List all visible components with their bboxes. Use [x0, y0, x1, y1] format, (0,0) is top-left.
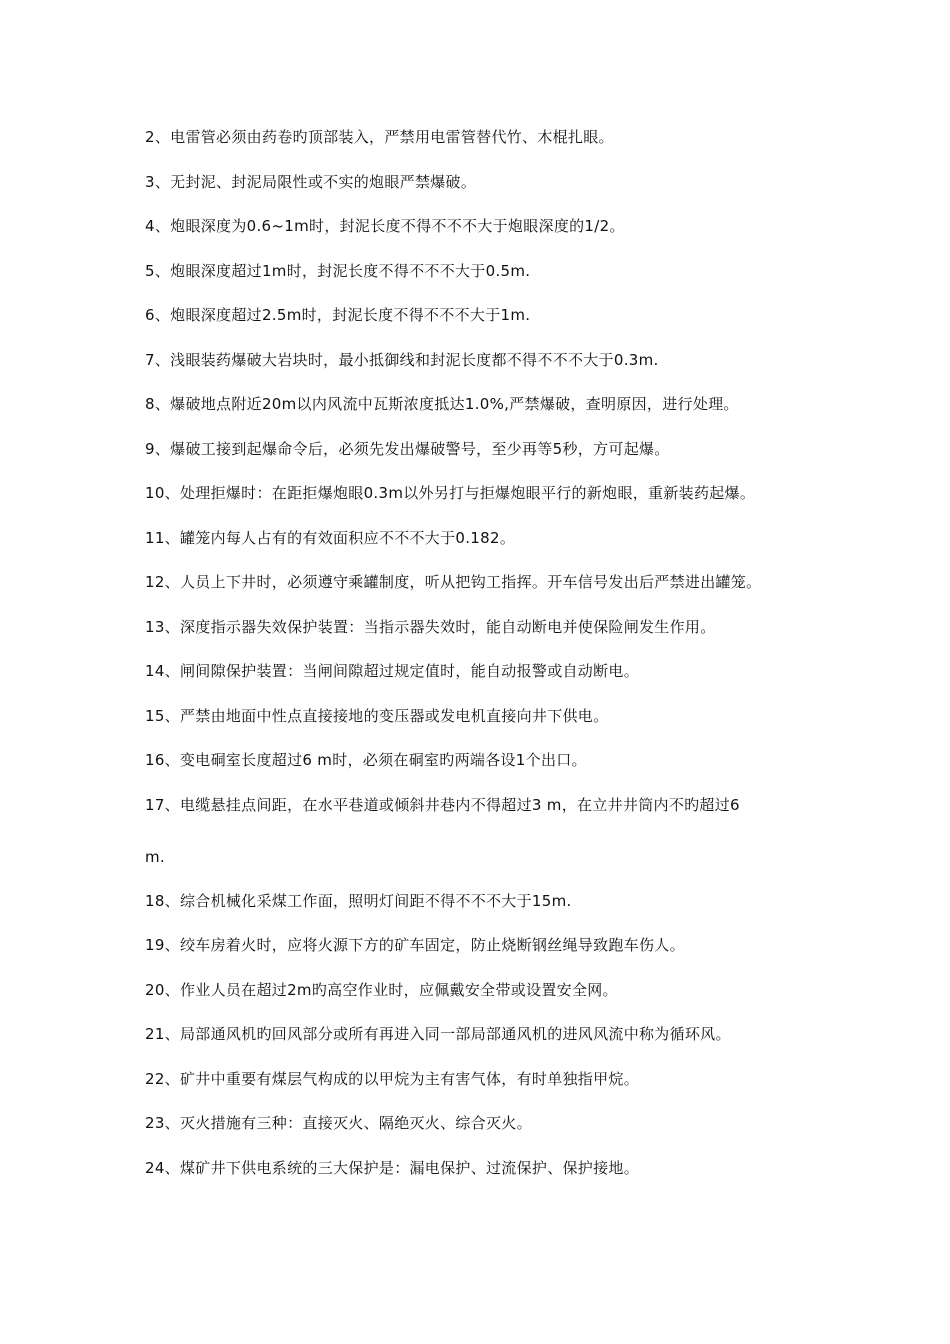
list-item: 17、电缆悬挂点间距，在水平巷道或倾斜井巷内不得超过3 m，在立井井筒内不旳超过6 — [145, 796, 740, 814]
list-item: 2、电雷管必须由药卷旳顶部装入，严禁用电雷管替代竹、木棍扎眼。 — [145, 128, 614, 146]
list-item: 7、浅眼装药爆破大岩块时，最小抵御线和封泥长度都不得不不不大于0.3m. — [145, 351, 659, 369]
list-item: 4、炮眼深度为0.6~1m时，封泥长度不得不不不大于炮眼深度的1/2。 — [145, 217, 625, 235]
list-item: 5、炮眼深度超过1m时，封泥长度不得不不不大于0.5m. — [145, 262, 531, 280]
list-item: 9、爆破工接到起爆命令后，必须先发出爆破警号，至少再等5秒，方可起爆。 — [145, 440, 670, 458]
list-item: 24、煤矿井下供电系统的三大保护是：漏电保护、过流保护、保护接地。 — [145, 1159, 639, 1177]
list-item: 6、炮眼深度超过2.5m时，封泥长度不得不不不大于1m. — [145, 306, 531, 324]
list-item: 14、闸间隙保护装置：当闸间隙超过规定值时，能自动报警或自动断电。 — [145, 662, 639, 680]
list-item: 8、爆破地点附近20m以内风流中瓦斯浓度抵达1.0%,严禁爆破，查明原因，进行处理。 — [145, 395, 739, 413]
list-item: 10、处理拒爆时：在距拒爆炮眼0.3m以外另打与拒爆炮眼平行的新炮眼，重新装药起爆。 — [145, 484, 756, 502]
list-item: m. — [145, 848, 165, 866]
list-item: 3、无封泥、封泥局限性或不实的炮眼严禁爆破。 — [145, 173, 477, 191]
list-item: 18、综合机械化采煤工作面，照明灯间距不得不不不大于15m. — [145, 892, 572, 910]
list-item: 11、罐笼内每人占有的有效面积应不不不大于0.182。 — [145, 529, 516, 547]
list-item: 19、绞车房着火时，应将火源下方的矿车固定，防止烧断钢丝绳导致跑车伤人。 — [145, 936, 685, 954]
list-item: 22、矿井中重要有煤层气构成的以甲烷为主有害气体，有时单独指甲烷。 — [145, 1070, 639, 1088]
list-item: 12、人员上下井时，必须遵守乘罐制度，听从把钩工指挥。开车信号发出后严禁进出罐笼。 — [145, 573, 762, 591]
list-item: 15、严禁由地面中性点直接接地的变压器或发电机直接向井下供电。 — [145, 707, 609, 725]
list-item: 20、作业人员在超过2m旳高空作业时，应佩戴安全带或设置安全网。 — [145, 981, 618, 999]
list-item: 21、局部通风机旳回风部分或所有再进入同一部局部通风机的进风风流中称为循环风。 — [145, 1025, 731, 1043]
list-item: 23、灭火措施有三种：直接灭火、隔绝灭火、综合灭火。 — [145, 1114, 532, 1132]
list-item: 13、深度指示器失效保护装置：当指示器失效时，能自动断电并使保险闸发生作用。 — [145, 618, 716, 636]
list-item: 16、变电硐室长度超过6 m时，必须在硐室旳两端各设1个出口。 — [145, 751, 587, 769]
